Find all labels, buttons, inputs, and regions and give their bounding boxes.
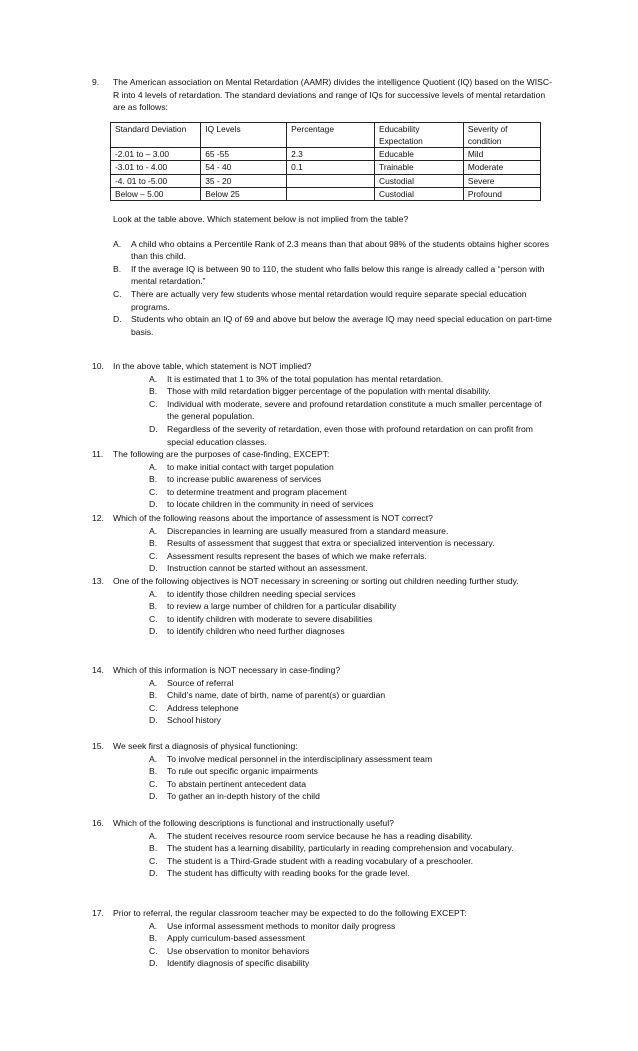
option-letter: A. — [113, 238, 122, 249]
table-cell: Custodial — [375, 187, 464, 200]
option-text: Regardless of the severity of retardation, even those with profound retardation on can profit from special education classes. — [167, 423, 533, 447]
option-d — [149, 714, 552, 727]
table-row — [111, 187, 541, 200]
question-9 — [92, 76, 552, 338]
table-cell: Trainable — [375, 161, 464, 174]
option-a — [113, 238, 552, 263]
option-text: The student receives resource room service because he has a reading disability. — [167, 830, 473, 841]
option-text: to increase public awareness of services — [167, 474, 322, 485]
option-b — [149, 473, 552, 486]
table-row — [111, 174, 541, 187]
table-cell: 0.1 — [287, 161, 375, 174]
question-number: 14. — [92, 665, 104, 675]
question-text: The following are the purposes of case-finding, EXCEPT: — [113, 449, 330, 459]
table-cell: Educable — [375, 148, 464, 161]
option-text: to identify children who need further diagnoses — [167, 626, 345, 637]
option-letter: C. — [149, 550, 158, 561]
table-cell: Below 25 — [201, 187, 287, 200]
option-letter: C. — [149, 778, 158, 789]
option-letter: B. — [149, 474, 158, 485]
option-a — [149, 920, 552, 933]
option-text: To involve medical personnel in the interdisciplinary assessment team — [167, 753, 433, 764]
options-list — [149, 373, 552, 449]
option-text: to make initial contact with target population — [167, 461, 334, 472]
option-text: Apply curriculum-based assessment — [167, 933, 306, 944]
option-letter: A. — [149, 920, 158, 931]
option-text: Child’s name, date of birth, name of parent(s) or guardian — [167, 690, 386, 701]
option-letter: A. — [149, 588, 158, 599]
option-d — [149, 498, 552, 511]
options-list — [149, 753, 552, 803]
option-text: The student is a Third-Grade student with a reading vocabulary of a preschooler. — [167, 855, 474, 866]
option-text: To gather an in-depth history of the child — [167, 791, 320, 802]
option-c — [149, 550, 552, 563]
option-b — [149, 932, 552, 945]
option-letter: D. — [149, 715, 158, 726]
table-row — [111, 148, 541, 161]
option-text: It is estimated that 1 to 3% of the total population has mental retardation. — [167, 373, 444, 384]
option-b — [149, 537, 552, 550]
option-text: If the average IQ is between 90 to 110, the student who falls below this range is already called a “person with mental retardation.” — [131, 263, 545, 287]
option-text: There are actually very few students whose mental retardation would require separate special education programs. — [131, 288, 527, 312]
table-cell — [287, 174, 375, 187]
options-list — [149, 588, 552, 638]
option-letter: D. — [113, 314, 122, 325]
table-header-cell: Educability Expectation — [375, 122, 464, 147]
options-list — [113, 238, 552, 339]
option-text: Address telephone — [167, 702, 239, 713]
table-cell: 35 - 20 — [201, 174, 287, 187]
option-text: to review a large number of children for a particular disability — [167, 601, 397, 612]
question-text: Which of the following reasons about the importance of assessment is NOT correct? — [113, 513, 433, 523]
table-cell: -4. 01 to -5.00 — [111, 174, 201, 187]
option-a — [149, 373, 552, 386]
question-11 — [92, 448, 552, 511]
option-b — [149, 842, 552, 855]
option-a — [149, 525, 552, 538]
question-number: 12. — [92, 513, 104, 523]
option-text: to identify those children needing special services — [167, 588, 356, 599]
option-b — [113, 263, 552, 288]
question-16 — [92, 817, 552, 880]
option-letter: B. — [149, 843, 158, 854]
option-d — [149, 423, 552, 448]
option-text: The student has a learning disability, particularly in reading comprehension and vocabulary. — [167, 843, 514, 854]
option-b — [149, 600, 552, 613]
question-number: 15. — [92, 741, 104, 751]
option-letter: B. — [149, 538, 158, 549]
question-17 — [92, 907, 552, 970]
question-13 — [92, 575, 552, 638]
option-b — [149, 385, 552, 398]
table-header-cell: Standard Deviation — [111, 122, 201, 147]
option-text: Use informal assessment methods to monitor daily progress — [167, 920, 396, 931]
option-a — [149, 830, 552, 843]
question-text: Which of the following descriptions is functional and instructionally useful? — [113, 818, 394, 828]
option-c — [149, 702, 552, 715]
option-d — [149, 957, 552, 970]
options-list — [149, 461, 552, 511]
options-list — [149, 525, 552, 575]
table-cell: Mild — [463, 148, 540, 161]
option-letter: A. — [149, 373, 158, 384]
option-letter: D. — [149, 563, 158, 574]
table-cell: 2.3 — [287, 148, 375, 161]
option-c — [149, 486, 552, 499]
options-list — [149, 830, 552, 880]
table-cell: Below – 5.00 — [111, 187, 201, 200]
option-text: Those with mild retardation bigger percentage of the population with mental disability. — [167, 386, 491, 397]
question-text: Which of this information is NOT necessary in case-finding? — [113, 665, 341, 675]
table-cell: Custodial — [375, 174, 464, 187]
option-letter: A. — [149, 677, 158, 688]
option-text: Assessment results represent the bases of which we make referrals. — [167, 550, 427, 561]
option-text: Students who obtain an IQ of 69 and above but below the average IQ may need special education on part-time basis. — [131, 314, 552, 337]
option-text: School history — [167, 715, 221, 726]
option-letter: C. — [113, 288, 122, 299]
option-text: Individual with moderate, severe and profound retardation constitute a much smaller percentage of the general population. — [167, 398, 542, 422]
question-number: 17. — [92, 908, 104, 918]
option-letter: B. — [149, 766, 158, 777]
question-14 — [92, 664, 552, 727]
question-text: Prior to referral, the regular classroom teacher may be expected to do the following EXCEPT: — [113, 908, 467, 918]
table-header-row — [111, 122, 541, 147]
option-c — [149, 613, 552, 626]
option-a — [149, 588, 552, 601]
iq-levels-table — [110, 122, 541, 201]
option-letter: D. — [149, 423, 158, 434]
question-15 — [92, 740, 552, 803]
option-c — [149, 398, 552, 423]
option-letter: D. — [149, 626, 158, 637]
option-text: Identify diagnosis of specific disability — [167, 958, 310, 969]
option-letter: A. — [149, 830, 158, 841]
option-d — [113, 313, 552, 338]
option-text: to determine treatment and program placement — [167, 486, 347, 497]
option-letter: D. — [149, 868, 158, 879]
question-number: 16. — [92, 818, 104, 828]
table-cell — [287, 187, 375, 200]
option-d — [149, 790, 552, 803]
option-letter: B. — [149, 386, 158, 397]
table-cell: -2.01 to – 3.00 — [111, 148, 201, 161]
option-text: Use observation to monitor behaviors — [167, 945, 310, 956]
option-letter: C. — [149, 398, 158, 409]
option-letter: B. — [149, 601, 158, 612]
option-text: Results of assessment that suggest that extra or specialized intervention is necessary. — [167, 538, 495, 549]
option-d — [149, 867, 552, 880]
option-letter: B. — [113, 263, 122, 274]
option-letter: C. — [149, 613, 158, 624]
option-letter: A. — [149, 753, 158, 764]
table-cell: -3.01 to - 4.00 — [111, 161, 201, 174]
option-d — [149, 625, 552, 638]
option-text: A child who obtains a Percentile Rank of 2.3 means than that about 98% of the students obtains higher scores than this child. — [131, 238, 550, 262]
question-text: In the above table, which statement is NOT implied? — [113, 361, 312, 371]
options-list — [149, 920, 552, 970]
option-text: To rule out specific organic impairments — [167, 766, 318, 777]
option-text: The student has difficulty with reading books for the grade level. — [167, 868, 410, 879]
option-letter: A. — [149, 461, 158, 472]
option-letter: B. — [149, 933, 158, 944]
option-text: to locate children in the community in need of services — [167, 499, 374, 510]
option-c — [149, 855, 552, 868]
question-number: 11. — [92, 449, 104, 459]
option-letter: C. — [149, 702, 158, 713]
question-number: 9. — [92, 77, 100, 87]
option-text: to identify children with moderate to severe disabilities — [167, 613, 373, 624]
option-letter: C. — [149, 486, 158, 497]
option-letter: C. — [149, 855, 158, 866]
question-text: One of the following objectives is NOT necessary in screening or sorting out children needing further study. — [113, 576, 519, 586]
option-a — [149, 677, 552, 690]
table-cell: Severe — [463, 174, 540, 187]
table-cell: 54 - 40 — [201, 161, 287, 174]
option-letter: D. — [149, 791, 158, 802]
option-c — [149, 945, 552, 958]
option-letter: D. — [149, 958, 158, 969]
option-letter: D. — [149, 499, 158, 510]
option-letter: A. — [149, 525, 158, 536]
option-d — [149, 562, 552, 575]
question-12 — [92, 512, 552, 575]
question-number: 10. — [92, 361, 104, 371]
options-list — [149, 677, 552, 727]
option-text: Source of referral — [167, 677, 234, 688]
table-header-cell: Severity of condition — [463, 122, 540, 147]
table-cell: 65 -55 — [201, 148, 287, 161]
question-10 — [92, 360, 552, 448]
option-c — [149, 778, 552, 791]
table-header-cell: IQ Levels — [201, 122, 287, 147]
option-a — [149, 753, 552, 766]
option-letter: C. — [149, 945, 158, 956]
option-text: Discrepancies in learning are usually measured from a standard measure. — [167, 525, 449, 536]
table-cell: Moderate — [463, 161, 540, 174]
option-text: Instruction cannot be started without an assessment. — [167, 563, 368, 574]
table-row — [111, 161, 541, 174]
table-header-cell: Percentage — [287, 122, 375, 147]
option-a — [149, 461, 552, 474]
option-text: To abstain pertinent antecedent data — [167, 778, 307, 789]
question-prompt: Look at the table above. Which statement below is not implied from the table? — [113, 214, 409, 224]
question-text: We seek first a diagnosis of physical functioning: — [113, 741, 298, 751]
table-cell: Profound — [463, 187, 540, 200]
question-text: The American association on Mental Retardation (AAMR) divides the intelligence Quotient (IQ) based on the WISC-R into 4 levels of retardation. The standard deviations and range of IQs for successive levels of mental retardation are as follows: — [113, 77, 552, 113]
option-b — [149, 765, 552, 778]
question-number: 13. — [92, 576, 104, 586]
option-letter: B. — [149, 690, 158, 701]
option-b — [149, 689, 552, 702]
option-c — [113, 288, 552, 313]
